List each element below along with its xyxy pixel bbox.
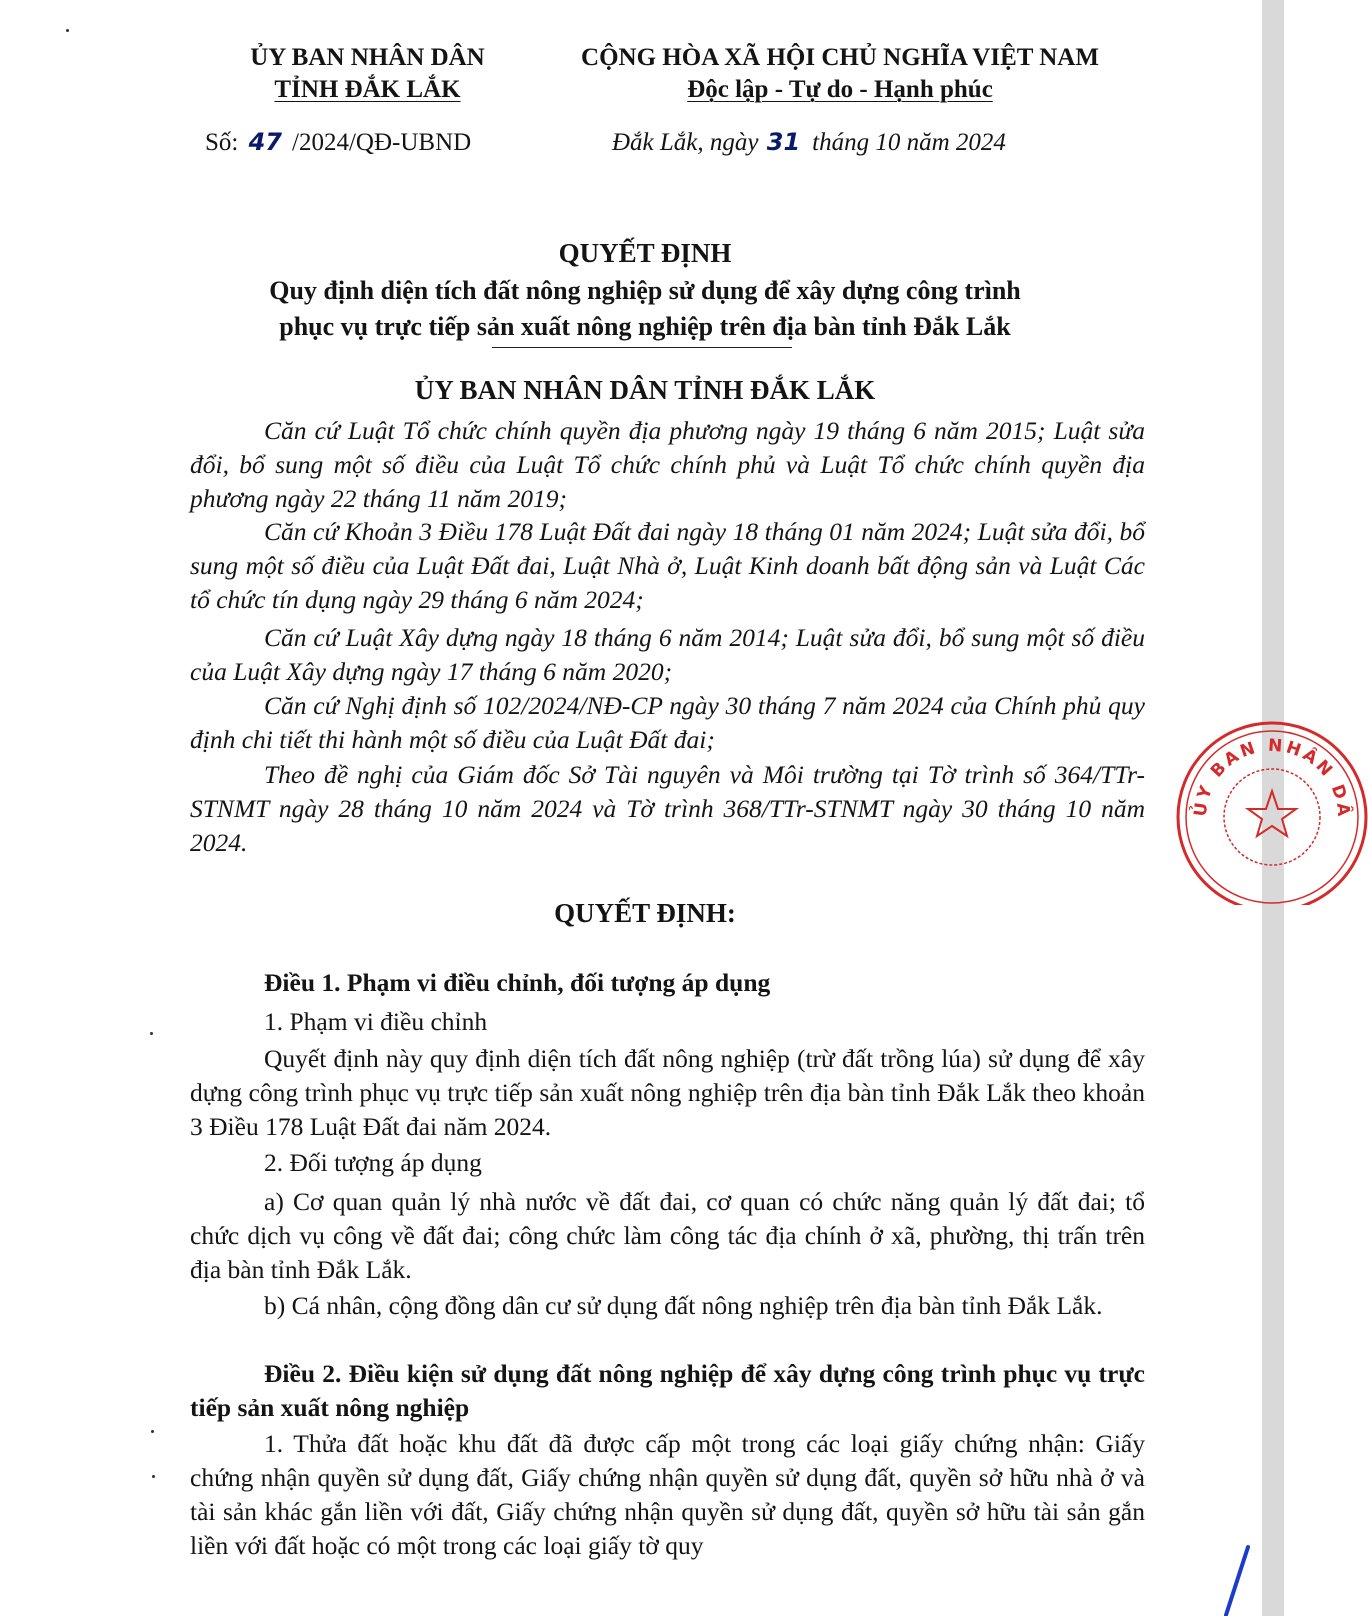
scan-speck (150, 1032, 153, 1035)
national-motto: Độc lập - Tự do - Hạnh phúc (687, 76, 993, 103)
article-1-item-1-text: Quyết định này quy định diện tích đất nông nghiệp (trừ đất trồng lúa) sử dụng để xây dựng công trình phục vụ trực tiếp sản xuất nông nghiệp trên địa bàn tỉnh Đắk Lắk theo khoản 3 Điều 178 Luật Đất đai năm 2024. (190, 1044, 1145, 1141)
article-1-item-2b: b) Cá nhân, cộng đồng dân cư sử dụng đất nông nghiệp trên địa bàn tỉnh Đắk Lắk. (264, 1291, 1103, 1320)
handwritten-number: 47 (248, 128, 283, 156)
issuer-header (200, 42, 535, 106)
scan-speck (152, 1475, 155, 1478)
national-header (540, 42, 1140, 106)
article-1-item-2a: a) Cơ quan quản lý nhà nước về đất đai, cơ quan có chức năng quản lý đất đai; tổ chức dịch vụ công về đất đai; công chức làm công tác địa chính ở xã, phường, thị trấn trên địa bàn tỉnh Đắk Lắk. (190, 1187, 1145, 1284)
article-1-item-1-title: 1. Phạm vi điều chỉnh (264, 1007, 488, 1036)
preamble-paragraph: Căn cứ Khoản 3 Điều 178 Luật Đất đai ngày 18 tháng 01 năm 2024; Luật sửa đổi, bổ sung một số điều của Luật Đất đai, Luật Nhà ở, Luật Kinh doanh bất động sản và Luật Các tổ chức tín dụng ngày 29 tháng 6 năm 2024; (190, 517, 1145, 614)
decision-title: QUYẾT ĐỊNH (558, 238, 732, 268)
article-2-heading: Điều 2. Điều kiện sử dụng đất nông nghiệp để xây dựng công trình phục vụ trực tiếp sản xuất nông nghiệp (190, 1359, 1145, 1422)
stamp-emblem-ring (1224, 769, 1320, 865)
preamble-paragraph: Căn cứ Luật Xây dựng ngày 18 tháng 6 năm 2014; Luật sửa đổi, bổ sung một số điều của Luật Xây dựng ngày 17 tháng 6 năm 2020; (190, 623, 1145, 686)
pen-mark-icon (1222, 1545, 1252, 1616)
preamble-paragraph: Theo đề nghị của Giám đốc Sở Tài nguyên và Môi trường tại Tờ trình số 364/TTr-STNMT ngày 28 tháng 10 năm 2024 và Tờ trình 368/TTr-STNMT ngày 30 tháng 10 năm 2024. (190, 760, 1145, 857)
issuer-authority: ỦY BAN NHÂN DÂN TỈNH ĐẮK LẮK (414, 375, 876, 405)
subtitle-line-1: Quy định diện tích đất nông nghiệp sử dụng để xây dựng công trình (269, 276, 1021, 305)
scan-speck (66, 29, 69, 32)
document-number (205, 128, 471, 157)
number-suffix: /2024/QĐ-UBND (292, 129, 472, 156)
star-icon (1248, 791, 1296, 836)
preamble-paragraph: Căn cứ Nghị định số 102/2024/NĐ-CP ngày 30 tháng 7 năm 2024 của Chính phủ quy định chi tiết thi hành một số điều của Luật Đất đai; (190, 691, 1145, 754)
subtitle-line-2: phục vụ trực tiếp sản xuất nông nghiệp trên địa bàn tỉnh Đắk Lắk (279, 312, 1011, 341)
decision-subtitle (190, 273, 1100, 345)
article-1-heading: Điều 1. Phạm vi điều chỉnh, đối tượng áp dụng (264, 968, 771, 997)
issuer-line-1: ỦY BAN NHÂN DÂN (250, 44, 485, 71)
decision-heading: QUYẾT ĐỊNH: (554, 898, 736, 928)
title-underline (492, 347, 792, 348)
stamp-text: ỦY BAN NHÂN DÂ (1190, 735, 1354, 820)
issuer-province: TỈNH ĐẮK LẮK (274, 76, 461, 103)
issuer-line-2 (200, 74, 535, 106)
date-prefix: Đắk Lắk, ngày (612, 129, 759, 156)
date-suffix: tháng 10 năm 2024 (812, 129, 1006, 156)
article-1-item-2-title: 2. Đối tượng áp dụng (264, 1148, 482, 1177)
stamp-inner-ring (1186, 731, 1358, 903)
number-prefix: Số: (205, 129, 239, 156)
preamble-paragraph: Căn cứ Luật Tổ chức chính quyền địa phương ngày 19 tháng 6 năm 2015; Luật sửa đổi, bổ sung một số điều của Luật Tổ chức chính phủ và Luật Tổ chức chính quyền địa phương ngày 22 tháng 11 năm 2019; (190, 416, 1145, 513)
document-date (612, 128, 1006, 157)
official-seal-stamp (1168, 705, 1368, 905)
national-title: CỘNG HÒA XÃ HỘI CHỦ NGHĨA VIỆT NAM (581, 44, 1099, 71)
handwritten-day: 31 (766, 128, 801, 156)
article-2-item-1: 1. Thửa đất hoặc khu đất đã được cấp một trong các loại giấy chứng nhận: Giấy chứng nhận quyền sử dụng đất, Giấy chứng nhận quyền sử dụng đất, quyền sở hữu nhà ở và tài sản khác gắn liền với đất, Giấy chứng nhận quyền sử dụng đất, quyền sở hữu tài sản gắn liền với đất hoặc có một trong các loại giấy tờ quy (190, 1429, 1145, 1560)
national-motto-line (540, 74, 1140, 106)
scan-speck (151, 1430, 154, 1433)
